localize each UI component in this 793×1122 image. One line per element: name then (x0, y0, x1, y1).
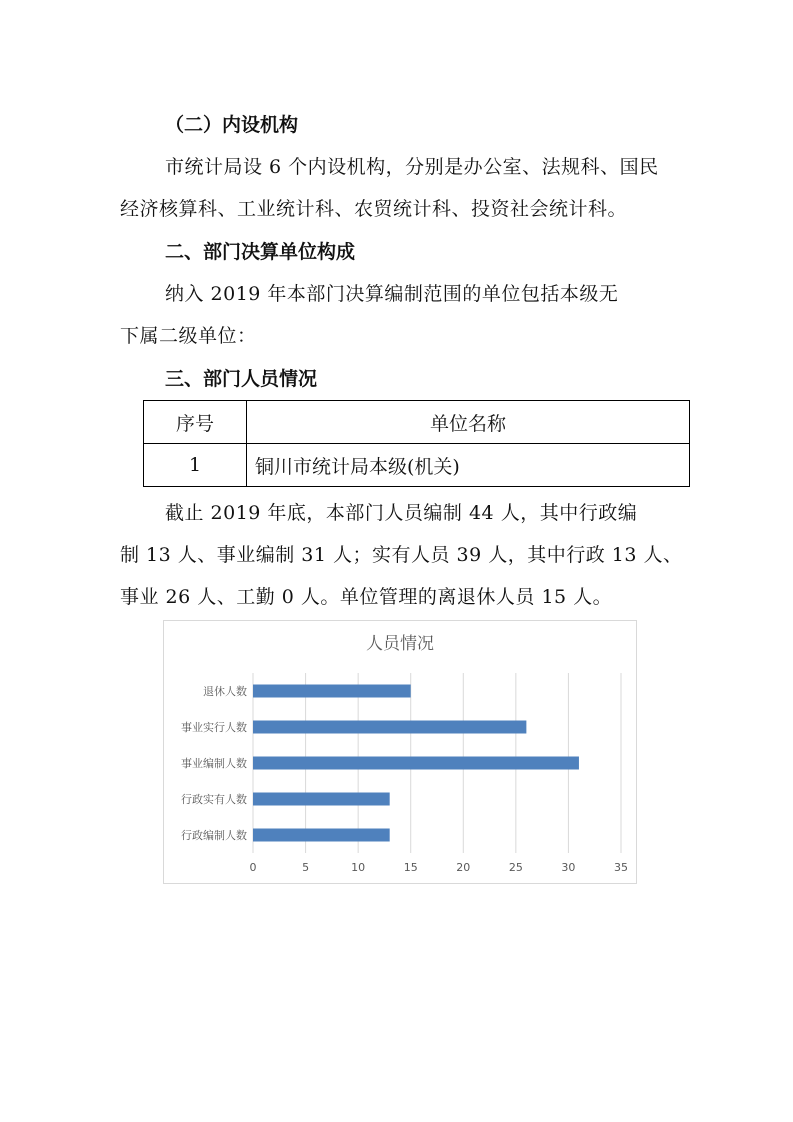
table-header-row (144, 401, 690, 444)
bar (253, 685, 411, 698)
y-category-label: 行政实有人数 (181, 793, 247, 806)
paragraph-line: 下属二级单位： (120, 325, 257, 347)
x-tick-label: 5 (302, 861, 310, 874)
y-category-label: 行政编制人数 (181, 829, 247, 842)
x-tick-label: 35 (614, 861, 628, 874)
chart-title: 人员情况 (366, 634, 434, 654)
unit-table (143, 400, 690, 487)
section-internal-heading: （二）内设机构 (165, 114, 299, 136)
staff-chart (163, 620, 637, 884)
paragraph-line: 截止 2019 年底，本部门人员编制 44 人，其中行政编 (165, 502, 638, 524)
paragraph-line: 经济核算科、工业统计科、农贸统计科、投资社会统计科。 (120, 198, 628, 220)
x-tick-label: 15 (403, 861, 418, 874)
bar (253, 793, 390, 806)
x-tick-label: 25 (508, 861, 523, 874)
paragraph-line: 制 13 人、事业编制 31 人；实有人员 39 人，其中行政 13 人、 (120, 544, 683, 566)
paragraph-line: 市统计局设 6 个内设机构，分别是办公室、法规科、国民 (165, 156, 659, 178)
table-cell: 铜川市统计局本级(机关) (247, 444, 690, 487)
table-row (144, 444, 690, 487)
section-two-heading: 二、部门决算单位构成 (165, 241, 356, 263)
bar (253, 829, 390, 842)
y-category-label: 事业编制人数 (181, 757, 247, 770)
table-cell: 1 (144, 444, 247, 487)
chart-svg (164, 621, 636, 883)
paragraph-line: 事业 26 人、工勤 0 人。单位管理的离退休人员 15 人。 (120, 586, 613, 608)
paragraph-line: 纳入 2019 年本部门决算编制范围的单位包括本级无 (165, 283, 619, 305)
section-three-heading: 三、部门人员情况 (165, 368, 318, 390)
x-tick-label: 0 (249, 861, 257, 874)
table-header-cell: 单位名称 (247, 401, 690, 444)
x-tick-label: 10 (351, 861, 366, 874)
y-category-label: 事业实行人数 (181, 721, 247, 734)
x-tick-label: 20 (456, 861, 471, 874)
bar (253, 721, 526, 734)
table-header-cell: 序号 (144, 401, 247, 444)
x-tick-label: 30 (561, 861, 576, 874)
y-category-label: 退休人数 (203, 685, 247, 698)
bar (253, 757, 579, 770)
